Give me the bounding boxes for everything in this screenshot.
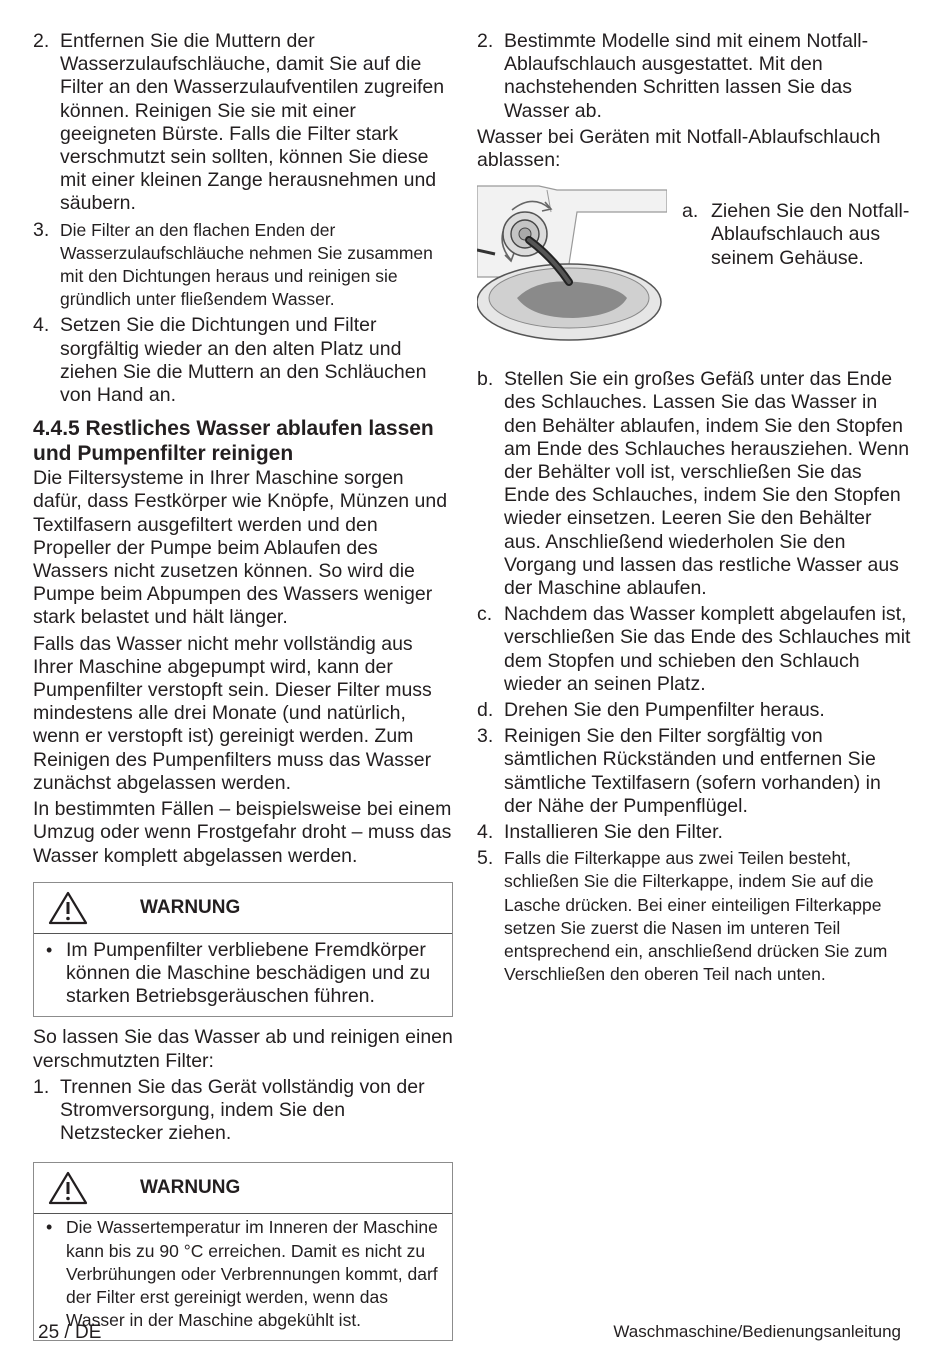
item-number: 3.: [33, 218, 50, 241]
left-column: [33, 30, 453, 1350]
item-text: Stellen Sie ein großes Gefäß unter das Ende des Schlauches. Lassen Sie das Wasser in den Behälter ablaufen, indem Sie den Stopfen am Ende des Schlauches herausziehen. Wenn der Behälter voll ist, verschließen Sie das Ende des Schlauches, indem Sie den Stopfen wieder einsetzen. Leeren Sie den Behälter aus. Anschließend wiederholen Sie den Vorgang und lassen das restliche Wasser aus der Maschine ablaufen.: [504, 368, 910, 600]
item-text: Setzen Sie die Dichtungen und Filter sorgfältig wieder an den alten Platz und ziehen Sie die Muttern an den Schläuchen von Hand an.: [60, 314, 427, 407]
item-number: 1.: [33, 1075, 50, 1098]
right-column: [477, 30, 912, 990]
item-text: Installieren Sie den Filter.: [504, 821, 723, 844]
figure-row: [477, 182, 912, 354]
item-number: 2.: [477, 30, 494, 52]
bullet: •: [46, 1217, 53, 1238]
warning-box: [33, 1162, 453, 1341]
page-number: 25 / DE: [38, 1322, 102, 1343]
item-number: d.: [477, 699, 494, 722]
list-item: [33, 1076, 453, 1146]
item-text: Bestimmte Modelle sind mit einem Notfall-Ablaufschlauch ausgestattet. Mit den nachstehenden Schritten lassen Sie das Wasser ab.: [504, 30, 869, 122]
list-item: [33, 30, 453, 216]
item-number: b.: [477, 368, 494, 391]
warning-box: [33, 882, 453, 1018]
item-number: a.: [682, 200, 699, 223]
item-number: 5.: [477, 847, 494, 870]
paragraph: In bestimmten Fällen – beispielsweise bei einem Umzug oder wenn Frostgefahr droht – muss das Wasser komplett abgelassen werden.: [33, 798, 452, 867]
paragraph: Wasser bei Geräten mit Notfall-Ablaufschlauch ablassen:: [477, 125, 881, 172]
warning-triangle-icon: [48, 1171, 98, 1205]
item-number: 4.: [477, 821, 494, 844]
warning-body: Die Wassertemperatur im Inneren der Maschine kann bis zu 90 °C erreichen. Damit es nicht zu Verbrühungen oder Verbrennungen kommt, darf der Filter erst gereinigt werden, wenn das Wasser in der Maschine abgekühlt ist.: [66, 1217, 438, 1331]
warning-triangle-icon: [48, 891, 98, 925]
item-number: 3.: [477, 725, 494, 748]
list-item: [477, 699, 912, 722]
item-number: c.: [477, 603, 493, 626]
item-number: 2.: [33, 30, 50, 52]
list-item: [33, 314, 453, 407]
paragraph: Falls das Wasser nicht mehr vollständig aus Ihrer Maschine abgepumpt wird, kann der Pumpenfilter verstopft sein. Dieser Filter muss mindestens alle drei Monate (und natürlich, wenn er verstopft ist) gereinigt werden. Zum Reinigen des Pumpenfilters muss das Wasser zunächst abgelassen werden.: [33, 632, 432, 794]
section-heading: 4.4.5 Restliches Wasser ablaufen lassen und Pumpenfilter reinigen: [33, 417, 434, 466]
paragraph: Die Filtersysteme in Ihrer Maschine sorgen dafür, dass Festkörper wie Knöpfe, Münzen und Textilfasern ausgefiltert werden und den Propeller der Pumpe beim Ablaufen des Wassers nicht zusetzen können. So wird die Pumpe beim Abpumpen des Wassers weniger stark belastet und hält länger.: [33, 467, 448, 629]
list-item: [477, 30, 912, 123]
warning-header: [34, 883, 452, 934]
warning-text: [34, 934, 452, 1017]
list-item: [682, 200, 921, 270]
warning-body: Im Pumpenfilter verbliebene Fremdkörper können die Maschine beschädigen und zu starken Betriebsgeräuschen führen.: [66, 938, 431, 1008]
list-item: [477, 725, 912, 818]
item-text: Reinigen Sie den Filter sorgfältig von sämtlichen Rückständen und entfernen Sie sämtliche Textilfasern (sofern vorhanden) in der Nähe der Pumpenflügel.: [504, 725, 881, 817]
item-number: 4.: [33, 314, 50, 337]
paragraph: So lassen Sie das Wasser ab und reinigen einen verschmutzten Filter:: [33, 1026, 453, 1072]
item-text: Ziehen Sie den Notfall-Ablaufschlauch aus seinem Gehäuse.: [711, 200, 910, 269]
bullet: •: [46, 939, 53, 960]
warning-header: [34, 1163, 452, 1214]
item-text: Entfernen Sie die Muttern der Wasserzulaufschläuche, damit Sie auf die Filter an den Wasserzulaufventilen zugreifen können. Reinigen Sie sie mit einer geeigneten Bürste. Falls die Filter stark verschmutzt sein sollten, können Sie diese mit einer kleinen Zange herausnehmen und säubern.: [60, 30, 445, 215]
item-text: Drehen Sie den Pumpenfilter heraus.: [504, 699, 825, 722]
item-text: Nachdem das Wasser komplett abgelaufen ist, verschließen Sie das Ende des Schlauches mit dem Stopfen und schieben den Schlauch wieder an seinen Platz.: [504, 603, 911, 695]
list-item: [477, 821, 912, 844]
item-text: Die Filter an den flachen Enden der Wasserzulaufschläuche nehmen Sie zusammen mit den Dichtungen heraus und reinigen sie gründlich unter fließendem Wasser.: [60, 219, 433, 310]
list-item: [477, 847, 912, 986]
item-text: Falls die Filterkappe aus zwei Teilen besteht, schließen Sie die Filterkappe, indem Sie auf die Lasche drücken. Bei einer einteiligen Filterkappe setzen Sie zuerst die Nasen im unteren Teil entsprechend ein, anschließend drücken Sie zum Verschließen den oberen Teil nach unten.: [504, 848, 888, 985]
list-item: [477, 603, 912, 696]
list-item: [33, 219, 453, 312]
emergency-drain-hose-illustration: [477, 182, 667, 342]
item-text: Trennen Sie das Gerät vollständig von der Stromversorgung, indem Sie den Netzstecker ziehen.: [60, 1075, 425, 1145]
warning-title: WARNUNG: [140, 896, 241, 918]
warning-title: WARNUNG: [140, 1177, 241, 1199]
footer-title: Waschmaschine/Bedienungsanleitung: [613, 1322, 901, 1341]
list-item: [477, 368, 912, 600]
